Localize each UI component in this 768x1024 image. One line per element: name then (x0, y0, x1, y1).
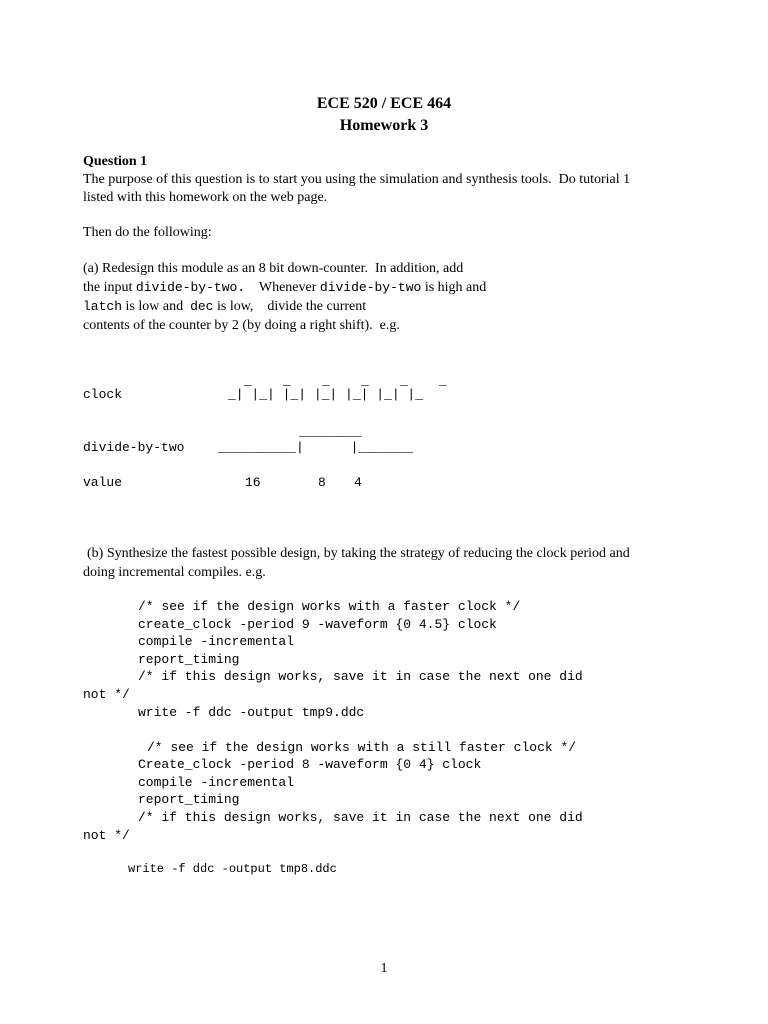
code-line: report_timing (138, 792, 240, 807)
intro-line-2: listed with this homework on the web page. (83, 190, 328, 205)
part-a-line-4: contents of the counter by 2 (by doing a right shift). e.g. (83, 318, 400, 333)
code-line: compile -incremental (138, 634, 295, 649)
signal-divide-by-two: divide-by-two (319, 280, 422, 295)
value-label: value (83, 475, 123, 490)
question-heading: Question 1 (83, 154, 148, 169)
code-line: /* see if the design works with a faster clock */ (138, 599, 521, 614)
divide-by-two-wave-top: ________ (299, 424, 362, 439)
part-a-text: is low and (125, 299, 184, 314)
intro-line-1: The purpose of this question is to start you using the simulation and synthesis tools. Do tutorial 1 (83, 172, 631, 187)
signal-divide-by-two: divide-by-two. (135, 280, 246, 295)
code-line: write -f ddc -output tmp8.ddc (128, 862, 337, 876)
part-a-text: the input (83, 280, 133, 295)
code-line: not */ (83, 687, 130, 702)
document-title: ECE 520 / ECE 464 (316, 95, 452, 112)
value-8: 8 (318, 475, 326, 490)
part-a-line-2 (83, 279, 486, 297)
code-line: write -f ddc -output tmp9.ddc (138, 705, 365, 720)
code-line: not */ (83, 828, 130, 843)
part-a-text: Whenever (258, 280, 317, 295)
document-subtitle: Homework 3 (339, 117, 429, 134)
code-line: compile -incremental (138, 775, 295, 790)
value-16: 16 (245, 475, 261, 490)
divide-by-two-wave: __________| |_______ (218, 440, 414, 455)
part-a-text: is high and (424, 280, 487, 295)
clock-label: clock (83, 387, 123, 402)
part-a-text: is low, divide the current (216, 299, 367, 314)
clock-wave: _| |_| |_| |_| |_| |_| |_ (228, 387, 424, 402)
page-number: 1 (380, 961, 388, 976)
part-a-line-3 (83, 298, 366, 316)
code-line: Create_clock -period 8 -waveform {0 4} clock (138, 757, 482, 772)
part-a-line-1: (a) Redesign this module as an 8 bit down-counter. In addition, add (83, 261, 464, 276)
code-line: create_clock -period 9 -waveform {0 4.5} clock (138, 617, 497, 632)
code-line: /* if this design works, save it in case the next one did (138, 810, 583, 825)
code-line: /* see if the design works with a still faster clock */ (147, 740, 577, 755)
value-4: 4 (354, 475, 362, 490)
part-b-line-2: doing incremental compiles. e.g. (83, 565, 266, 580)
code-line: report_timing (138, 652, 240, 667)
clock-wave-top: _ _ _ _ _ _ (244, 373, 447, 388)
then-line: Then do the following: (83, 225, 212, 240)
part-b-line-1: (b) Synthesize the fastest possible design, by taking the strategy of reducing the clock period and (87, 546, 630, 561)
signal-dec: dec (190, 299, 214, 314)
code-line: /* if this design works, save it in case the next one did (138, 669, 583, 684)
divide-by-two-label: divide-by-two (83, 440, 185, 455)
signal-latch: latch (83, 299, 123, 314)
